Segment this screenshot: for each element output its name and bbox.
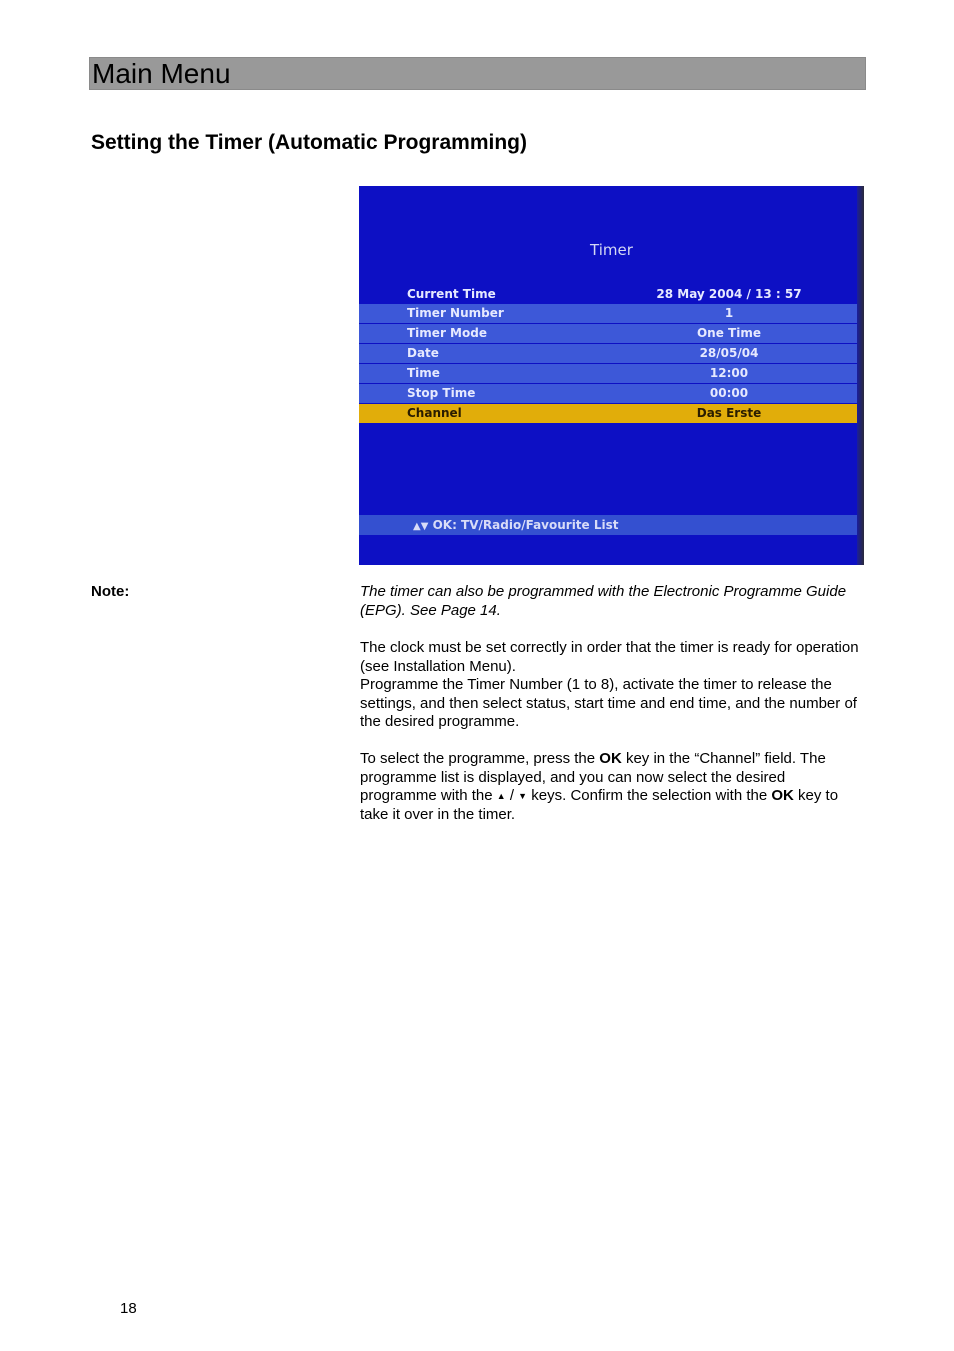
timer-osd-screenshot (359, 186, 864, 565)
note-label: Note: (91, 583, 130, 600)
down-arrow-icon: ▼ (518, 791, 528, 801)
osd-row-value: 1 (724, 306, 734, 320)
osd-row-value: 00:00 (709, 386, 749, 400)
osd-edge (857, 186, 864, 565)
osd-row-time (359, 364, 857, 383)
osd-row-label: Timer Mode (407, 326, 487, 340)
osd-footer-text: OK: TV/Radio/Favourite List (432, 518, 619, 532)
osd-row-label: Stop Time (407, 386, 476, 400)
page-title: Main Menu (92, 58, 231, 89)
osd-row-label: Time (407, 366, 440, 380)
page-number: 18 (120, 1300, 137, 1317)
osd-row-channel-selected (359, 404, 857, 423)
osd-row-value: 28 May 2004 / 13 : 57 (656, 287, 802, 301)
osd-row-label: Timer Number (407, 306, 504, 320)
epg-note-paragraph: The timer can also be programmed with the Electronic Programme Guide (EPG). See Page 14. (360, 583, 847, 619)
osd-row-value: 28/05/04 (699, 346, 759, 360)
osd-title: Timer (590, 241, 633, 259)
text-segment: key in the “Channel” field. The programme list is displayed, and you can now select the desired programme with the (360, 750, 826, 804)
osd-row-date (359, 344, 857, 363)
osd-row-timer-number (359, 304, 857, 323)
osd-row-value: One Time (696, 326, 761, 340)
text-segment: keys. Confirm the selection with the (527, 787, 772, 804)
programme-line: Programme the Timer Number (1 to 8), activate the timer to release the settings, and then select status, start time and end time, and the number of the desired programme. (360, 676, 857, 730)
ok-key-label: OK (599, 750, 622, 767)
section-heading: Setting the Timer (Automatic Programming) (91, 131, 527, 154)
clock-line: The clock must be set correctly in order that the timer is ready for operation (see Installation Menu). (360, 639, 859, 675)
text-segment: / (505, 787, 519, 804)
osd-row-label: Channel (407, 406, 462, 420)
osd-row-timer-mode (359, 324, 857, 343)
up-arrow-icon: ▲ (496, 791, 506, 801)
ok-key-label: OK (771, 787, 794, 804)
up-down-arrows-icon: ▲▼ (413, 521, 429, 532)
osd-row-current-time (359, 285, 857, 304)
clock-paragraph (360, 639, 865, 732)
osd-row-value: 12:00 (709, 366, 749, 380)
osd-row-value: Das Erste (696, 406, 762, 420)
osd-row-label: Date (407, 346, 439, 360)
osd-row-label: Current Time (407, 287, 496, 301)
osd-row-stop-time (359, 384, 857, 403)
osd-footer-hint (359, 515, 857, 535)
text-segment: To select the programme, press the (360, 750, 600, 767)
text-segment: key to take it over in the timer. (360, 787, 839, 823)
select-programme-paragraph (360, 750, 865, 824)
header-bar (89, 57, 866, 90)
